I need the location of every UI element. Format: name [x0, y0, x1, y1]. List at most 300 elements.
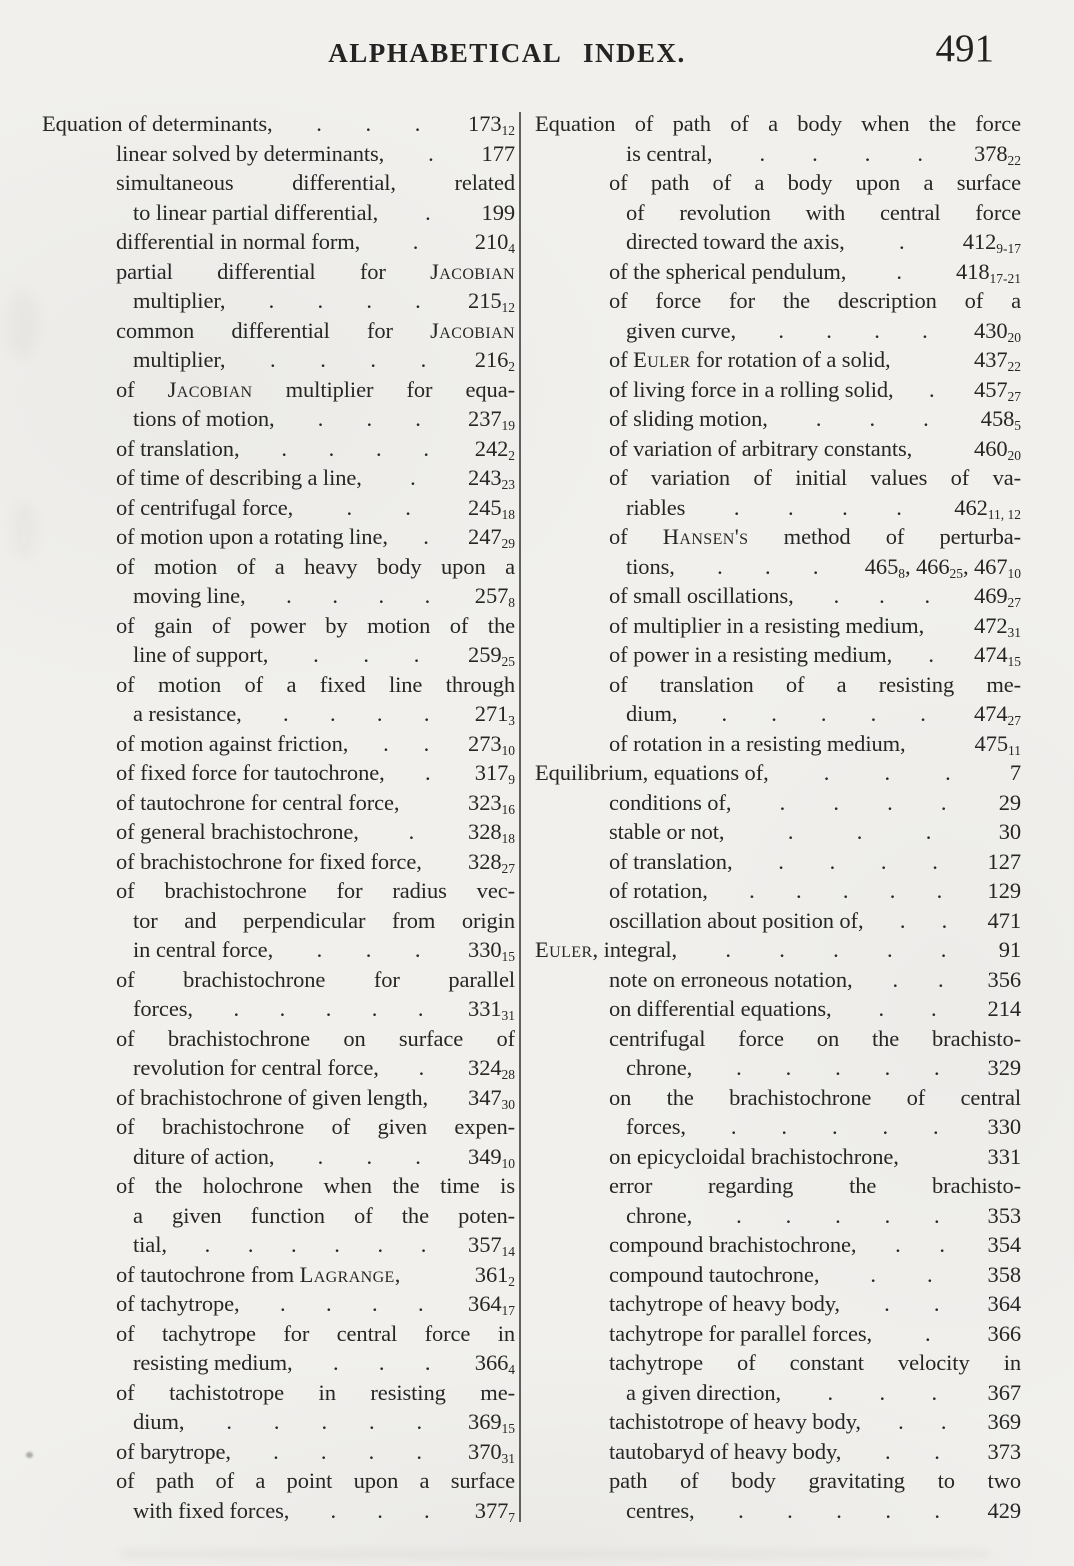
- column-divider-rule: [519, 112, 521, 1522]
- leader-dot: .: [878, 996, 885, 1021]
- entry-text: of rotation in a resisting medium,: [609, 730, 906, 756]
- page-ref: 358: [987, 1261, 1021, 1287]
- leader-dot: .: [721, 701, 728, 726]
- dot-leader: [360, 227, 471, 257]
- page-ref: $237_{19}$: [468, 406, 515, 434]
- leader-dot: .: [291, 1232, 297, 1257]
- entry-text: to linear partial differential,: [133, 199, 379, 225]
- leader-dot: .: [273, 1438, 279, 1464]
- index-line: [42, 965, 515, 995]
- leader-dot: .: [268, 288, 275, 313]
- leader-dot: .: [733, 494, 740, 520]
- entry-text: of fixed force for tautochrone,: [116, 760, 385, 785]
- leader-dot: .: [939, 1232, 945, 1257]
- entry-text: on epicycloidal brachistochrone,: [609, 1143, 899, 1169]
- index-line: [42, 935, 515, 965]
- index-line: [42, 1024, 515, 1054]
- index-line: [42, 1437, 515, 1467]
- entry-text: of Hansen's method of perturba-: [609, 524, 1021, 549]
- page-ref: 199: [481, 199, 515, 225]
- page-ref: $472_{31}$: [974, 612, 1021, 640]
- entry-text: a given function of the poten-: [133, 1202, 515, 1228]
- dot-leader: [348, 729, 464, 759]
- leader-dot: .: [286, 583, 292, 608]
- entry-text: tachytrope of heavy body,: [609, 1291, 840, 1316]
- entry-text: in central force,: [133, 937, 274, 962]
- index-line: [42, 316, 515, 346]
- entry-text: of motion of a heavy body upon a: [116, 553, 515, 579]
- index-line: [535, 670, 1021, 700]
- leader-dot: .: [738, 1497, 744, 1523]
- dot-leader: [239, 434, 470, 464]
- dot-leader: [872, 1319, 984, 1349]
- index-line: [42, 1171, 515, 1201]
- index-line: [535, 788, 1021, 818]
- page-ref: $369_{15}$: [468, 1409, 515, 1437]
- index-line: [42, 375, 515, 405]
- entry-text: of translation,: [116, 435, 240, 461]
- entry-text: of the holochrone when the time is: [116, 1173, 515, 1198]
- leader-dot: .: [317, 406, 324, 431]
- index-line: [535, 198, 1021, 228]
- leader-dot: .: [940, 1409, 947, 1434]
- entry-text: Equation of determinants,: [42, 111, 273, 136]
- page-ref: $259_{25}$: [468, 642, 515, 670]
- leader-dot: .: [281, 435, 287, 461]
- dot-leader: [385, 758, 471, 788]
- leader-dot: .: [920, 701, 926, 726]
- page-ref: 330: [987, 1114, 1021, 1139]
- leader-dot: .: [833, 583, 840, 608]
- leader-dot: .: [332, 583, 338, 608]
- page-ref: $377_7$: [474, 1497, 515, 1525]
- dot-leader: [686, 1112, 984, 1142]
- leader-dot: .: [884, 1055, 891, 1080]
- index-line: [42, 345, 515, 375]
- entry-text: forces,: [626, 1114, 686, 1139]
- leader-dot: .: [368, 1409, 375, 1434]
- dot-leader: [225, 286, 464, 316]
- scan-artifact: [10, 500, 38, 560]
- leader-dot: .: [416, 1409, 423, 1434]
- entry-text: of path of a point upon a surface: [116, 1468, 515, 1493]
- entry-text: of power in a resisting medium,: [609, 642, 893, 667]
- index-line: [42, 198, 515, 228]
- index-line: [42, 1112, 515, 1142]
- leader-dot: .: [423, 701, 430, 726]
- index-line: [42, 670, 515, 700]
- page-ref: $324_{28}$: [468, 1055, 515, 1083]
- index-line: [535, 699, 1021, 729]
- entry-text: resisting medium,: [133, 1350, 293, 1375]
- entry-text: on the brachistochrone of central: [609, 1084, 1021, 1110]
- entry-text: of force for the description of a: [609, 288, 1021, 313]
- page-ref: $242_2$: [474, 435, 515, 463]
- index-line: [42, 404, 515, 434]
- leader-dot: .: [377, 1497, 383, 1523]
- leader-dot: .: [371, 996, 378, 1021]
- leader-dot: .: [420, 1232, 427, 1257]
- leader-dot: .: [405, 494, 411, 520]
- leader-dot: .: [885, 1497, 891, 1523]
- entry-text: of gain of power by motion of the: [116, 612, 515, 638]
- leader-dot: .: [378, 583, 385, 608]
- index-line: [42, 1230, 515, 1260]
- leader-dot: .: [765, 553, 771, 579]
- entry-text: of brachistochrone on surface of: [116, 1025, 515, 1051]
- index-line: [42, 552, 515, 582]
- leader-dot: .: [833, 789, 839, 815]
- index-line: [535, 994, 1021, 1024]
- index-line: [535, 1289, 1021, 1319]
- index-line: [535, 758, 1021, 788]
- entry-text: a resistance,: [133, 701, 242, 726]
- leader-dot: .: [928, 642, 934, 667]
- leader-dot: .: [896, 494, 902, 520]
- leader-dot: .: [812, 140, 818, 166]
- leader-dot: .: [787, 494, 794, 520]
- entry-text: dium,: [133, 1409, 185, 1434]
- entry-text: compound brachistochrone,: [609, 1232, 857, 1257]
- leader-dot: .: [420, 347, 427, 372]
- leader-dot: .: [836, 1497, 842, 1523]
- leader-dot: .: [317, 288, 324, 313]
- leader-dot: .: [332, 1350, 339, 1375]
- index-line: [535, 581, 1021, 611]
- leader-dot: .: [424, 1497, 430, 1523]
- leader-dot: .: [884, 1291, 890, 1316]
- page-ref: 177: [481, 140, 515, 166]
- page-ref: $317_9$: [474, 760, 515, 788]
- index-line: [42, 286, 515, 316]
- leader-dot: .: [280, 1291, 286, 1316]
- page-ref: $364_{17}$: [468, 1291, 515, 1319]
- entry-text: Euler, integral,: [535, 937, 678, 962]
- leader-dot: .: [425, 199, 431, 225]
- entry-text: of brachistochrone for radius vec-: [116, 878, 515, 903]
- leader-dot: .: [366, 288, 372, 313]
- index-line: [42, 611, 515, 641]
- entry-text: chrone,: [626, 1055, 693, 1080]
- entry-text: of Euler for rotation of a solid,: [609, 347, 891, 372]
- entry-text: tachytrope for parallel forces,: [609, 1320, 873, 1346]
- page-ref: 7: [1009, 760, 1021, 785]
- leader-dot: .: [884, 1202, 891, 1228]
- leader-dot: .: [833, 937, 839, 962]
- dot-leader: [193, 994, 464, 1024]
- index-line: [535, 493, 1021, 523]
- index-line: [535, 1378, 1021, 1408]
- index-line: [42, 788, 515, 818]
- leader-dot: .: [933, 1291, 940, 1316]
- leader-dot: .: [925, 819, 932, 844]
- entry-text: given curve,: [626, 317, 737, 343]
- leader-dot: .: [423, 435, 429, 461]
- page-ref: $349_{10}$: [468, 1143, 515, 1171]
- index-line: [42, 1201, 515, 1231]
- leader-dot: .: [940, 937, 947, 962]
- dot-leader: [685, 493, 950, 523]
- dot-leader: [246, 581, 471, 611]
- entry-text: a given direction,: [626, 1379, 782, 1405]
- dot-leader: [273, 109, 464, 139]
- leader-dot: .: [418, 1055, 425, 1080]
- leader-dot: .: [924, 583, 931, 608]
- leader-dot: .: [368, 1438, 375, 1464]
- leader-dot: .: [270, 347, 276, 372]
- dot-leader: [675, 552, 861, 582]
- page-ref: $378_{22}$: [974, 140, 1021, 168]
- entry-text: stable or not,: [609, 819, 725, 844]
- leader-dot: .: [424, 1350, 431, 1375]
- leader-dot: .: [418, 1291, 424, 1316]
- index-line: [535, 876, 1021, 906]
- index-line: [535, 109, 1021, 139]
- page-ref: $173_{12}$: [468, 111, 515, 139]
- leader-dot: .: [892, 966, 899, 992]
- index-column-left: [42, 109, 515, 1525]
- leader-dot: .: [329, 701, 336, 726]
- dot-leader: [853, 965, 984, 995]
- leader-dot: .: [812, 553, 819, 579]
- entry-text: with fixed forces,: [133, 1497, 290, 1523]
- leader-dot: .: [717, 553, 723, 579]
- scan-artifact: [6, 290, 40, 360]
- dot-leader: [242, 699, 471, 729]
- dot-leader: [677, 699, 970, 729]
- page-ref: $462_{11, 12}$: [954, 494, 1021, 522]
- leader-dot: .: [842, 878, 849, 903]
- entry-text: tautobaryd of heavy body,: [609, 1438, 842, 1464]
- leader-dot: .: [366, 406, 373, 431]
- leader-dot: .: [934, 1055, 940, 1080]
- dot-leader: [225, 345, 470, 375]
- index-line: [42, 699, 515, 729]
- page-ref: $216_2$: [474, 347, 515, 375]
- leader-dot: .: [363, 642, 369, 667]
- index-line: [535, 227, 1021, 257]
- entry-text: forces,: [133, 996, 193, 1021]
- entry-text: of revolution with central force: [626, 199, 1021, 225]
- index-line: [42, 847, 515, 877]
- page-ref: $370_{31}$: [468, 1438, 515, 1466]
- dot-leader: [677, 935, 995, 965]
- dot-leader: [231, 1437, 464, 1467]
- entry-text: line of support,: [133, 642, 269, 667]
- leader-dot: .: [823, 760, 830, 785]
- entry-text: tachistotrope of heavy body,: [609, 1409, 861, 1434]
- dot-leader: [692, 1053, 983, 1083]
- index-line: [535, 552, 1021, 582]
- leader-dot: .: [365, 111, 372, 136]
- page-ref: 356: [987, 966, 1021, 992]
- entry-text: dium,: [626, 701, 678, 726]
- index-line: [535, 1024, 1021, 1054]
- entry-text: of brachistochrone of given expen-: [116, 1114, 515, 1139]
- page-ref: $273_{10}$: [468, 730, 515, 758]
- leader-dot: .: [925, 1320, 931, 1346]
- page-ref: $328_{18}$: [468, 819, 515, 847]
- entry-text: of time of describing a line,: [116, 465, 362, 490]
- index-line: [535, 1083, 1021, 1113]
- entry-text: of translation,: [609, 848, 733, 874]
- dot-leader: [184, 1407, 464, 1437]
- page-ref: $430_{20}$: [974, 317, 1021, 345]
- dot-leader: [289, 1496, 471, 1526]
- index-line: [42, 1348, 515, 1378]
- leader-dot: .: [320, 347, 326, 372]
- leader-dot: .: [412, 229, 419, 254]
- page-ref: $331_{31}$: [468, 996, 515, 1024]
- page-ref: 373: [987, 1438, 1021, 1464]
- index-line: [535, 935, 1021, 965]
- index-line: [42, 168, 515, 198]
- leader-dot: .: [856, 819, 863, 844]
- index-column-right: [535, 109, 1021, 1525]
- index-line: [535, 640, 1021, 670]
- page-ref: 354: [987, 1232, 1021, 1257]
- dot-leader: [856, 1230, 983, 1260]
- leader-dot: .: [736, 1055, 742, 1080]
- page-ref: $247_{29}$: [468, 524, 515, 552]
- leader-dot: .: [827, 1379, 834, 1405]
- leader-dot: .: [781, 1114, 787, 1139]
- page-number: 491: [935, 27, 994, 70]
- leader-dot: .: [423, 524, 429, 549]
- index-line: [535, 375, 1021, 405]
- page-ref: $328_{27}$: [468, 848, 515, 876]
- page-ref: $323_{16}$: [468, 789, 515, 817]
- leader-dot: .: [383, 730, 389, 756]
- leader-dot: .: [279, 996, 286, 1021]
- leader-dot: .: [895, 1232, 901, 1257]
- index-line: [535, 1230, 1021, 1260]
- entry-text: of path of a body upon a surface: [609, 170, 1021, 195]
- leader-dot: .: [796, 878, 802, 903]
- index-line: [42, 139, 515, 169]
- leader-dot: .: [864, 140, 871, 166]
- leader-dot: .: [326, 1291, 332, 1316]
- index-line: [42, 522, 515, 552]
- leader-dot: .: [842, 494, 848, 520]
- dot-leader: [724, 817, 994, 847]
- index-line: [42, 581, 515, 611]
- index-line: [42, 1083, 515, 1113]
- dot-leader: [731, 788, 994, 818]
- leader-dot: .: [896, 258, 902, 284]
- leader-dot: .: [316, 111, 322, 136]
- entry-text: note on erroneous notation,: [609, 966, 853, 992]
- leader-dot: .: [785, 1055, 792, 1080]
- leader-dot: .: [929, 376, 935, 402]
- dot-leader: [293, 493, 464, 523]
- entry-text: of motion of a fixed line through: [116, 671, 515, 697]
- leader-dot: .: [328, 435, 335, 461]
- dot-leader: [736, 316, 970, 346]
- index-line: [535, 1407, 1021, 1437]
- leader-dot: .: [931, 1379, 938, 1405]
- index-line: [42, 434, 515, 464]
- entry-text: of variation of arbitrary constants,: [609, 435, 913, 461]
- dot-leader: [794, 581, 970, 611]
- page-ref: $458_5$: [980, 406, 1021, 434]
- page-ref: $418_{17-21}$: [956, 258, 1021, 286]
- leader-dot: .: [934, 1438, 940, 1464]
- leader-dot: .: [730, 1114, 737, 1139]
- leader-dot: .: [376, 701, 383, 726]
- leader-dot: .: [320, 1438, 327, 1464]
- dot-leader: [362, 463, 464, 493]
- page-ref: 429: [987, 1497, 1021, 1523]
- index-line: [42, 758, 515, 788]
- page-title: ALPHABETICAL INDEX.: [328, 38, 686, 68]
- index-line: [535, 434, 1021, 464]
- entry-text: partial differential for Jacobian: [116, 258, 515, 284]
- dot-leader: [708, 876, 984, 906]
- dot-leader: [840, 1289, 984, 1319]
- dot-leader: [379, 1053, 464, 1083]
- leader-dot: .: [372, 1291, 378, 1316]
- entry-text: of brachistochrone of given length,: [116, 1084, 429, 1110]
- dot-leader: [732, 847, 983, 877]
- leader-dot: .: [874, 317, 880, 343]
- leader-dot: .: [926, 1261, 933, 1287]
- page-ref: $474_{15}$: [974, 642, 1021, 670]
- leader-dot: .: [417, 996, 424, 1021]
- entry-text: on differential equations,: [609, 996, 832, 1021]
- page-ref: 331: [987, 1143, 1021, 1169]
- page-ref: $412_{9-17}$: [962, 229, 1021, 257]
- index-line: [535, 847, 1021, 877]
- page-ref: $460_{20}$: [974, 435, 1021, 463]
- page-ref: 129: [987, 878, 1021, 903]
- leader-dot: .: [413, 642, 420, 667]
- page-ref: $366_4$: [474, 1350, 515, 1378]
- entry-text: centrifugal force on the brachisto-: [609, 1025, 1021, 1051]
- leader-dot: .: [787, 819, 794, 844]
- leader-dot: .: [226, 1409, 232, 1434]
- leader-dot: .: [334, 1232, 340, 1257]
- index-line: [42, 876, 515, 906]
- index-line: [42, 1319, 515, 1349]
- leader-dot: .: [414, 937, 421, 962]
- page-ref: $347_{30}$: [468, 1084, 515, 1112]
- leader-dot: .: [410, 465, 416, 490]
- leader-dot: .: [917, 140, 923, 166]
- index-line: [535, 316, 1021, 346]
- entry-text: linear solved by determinants,: [116, 140, 385, 166]
- leader-dot: .: [736, 1202, 742, 1228]
- index-line: [535, 257, 1021, 287]
- dot-leader: [832, 994, 984, 1024]
- leader-dot: .: [815, 406, 822, 431]
- page-ref: $271_3$: [474, 701, 515, 729]
- entry-text: compound tautochrone,: [609, 1261, 820, 1287]
- index-line: [535, 1466, 1021, 1496]
- page-ref: $465_8$, $466_{25}$, $467_{10}$: [864, 553, 1021, 581]
- leader-dot: .: [880, 848, 887, 874]
- entry-text: of barytrope,: [116, 1438, 231, 1464]
- entry-text: tial,: [133, 1232, 167, 1257]
- entry-text: is central,: [626, 140, 713, 166]
- page-ref: $475_{11}$: [974, 730, 1021, 758]
- leader-dot: .: [879, 1379, 886, 1405]
- page-ref: 353: [987, 1202, 1021, 1228]
- leader-dot: .: [869, 406, 876, 431]
- leader-dot: .: [416, 1438, 422, 1464]
- index-line: [42, 1496, 515, 1526]
- dot-leader: [894, 375, 970, 405]
